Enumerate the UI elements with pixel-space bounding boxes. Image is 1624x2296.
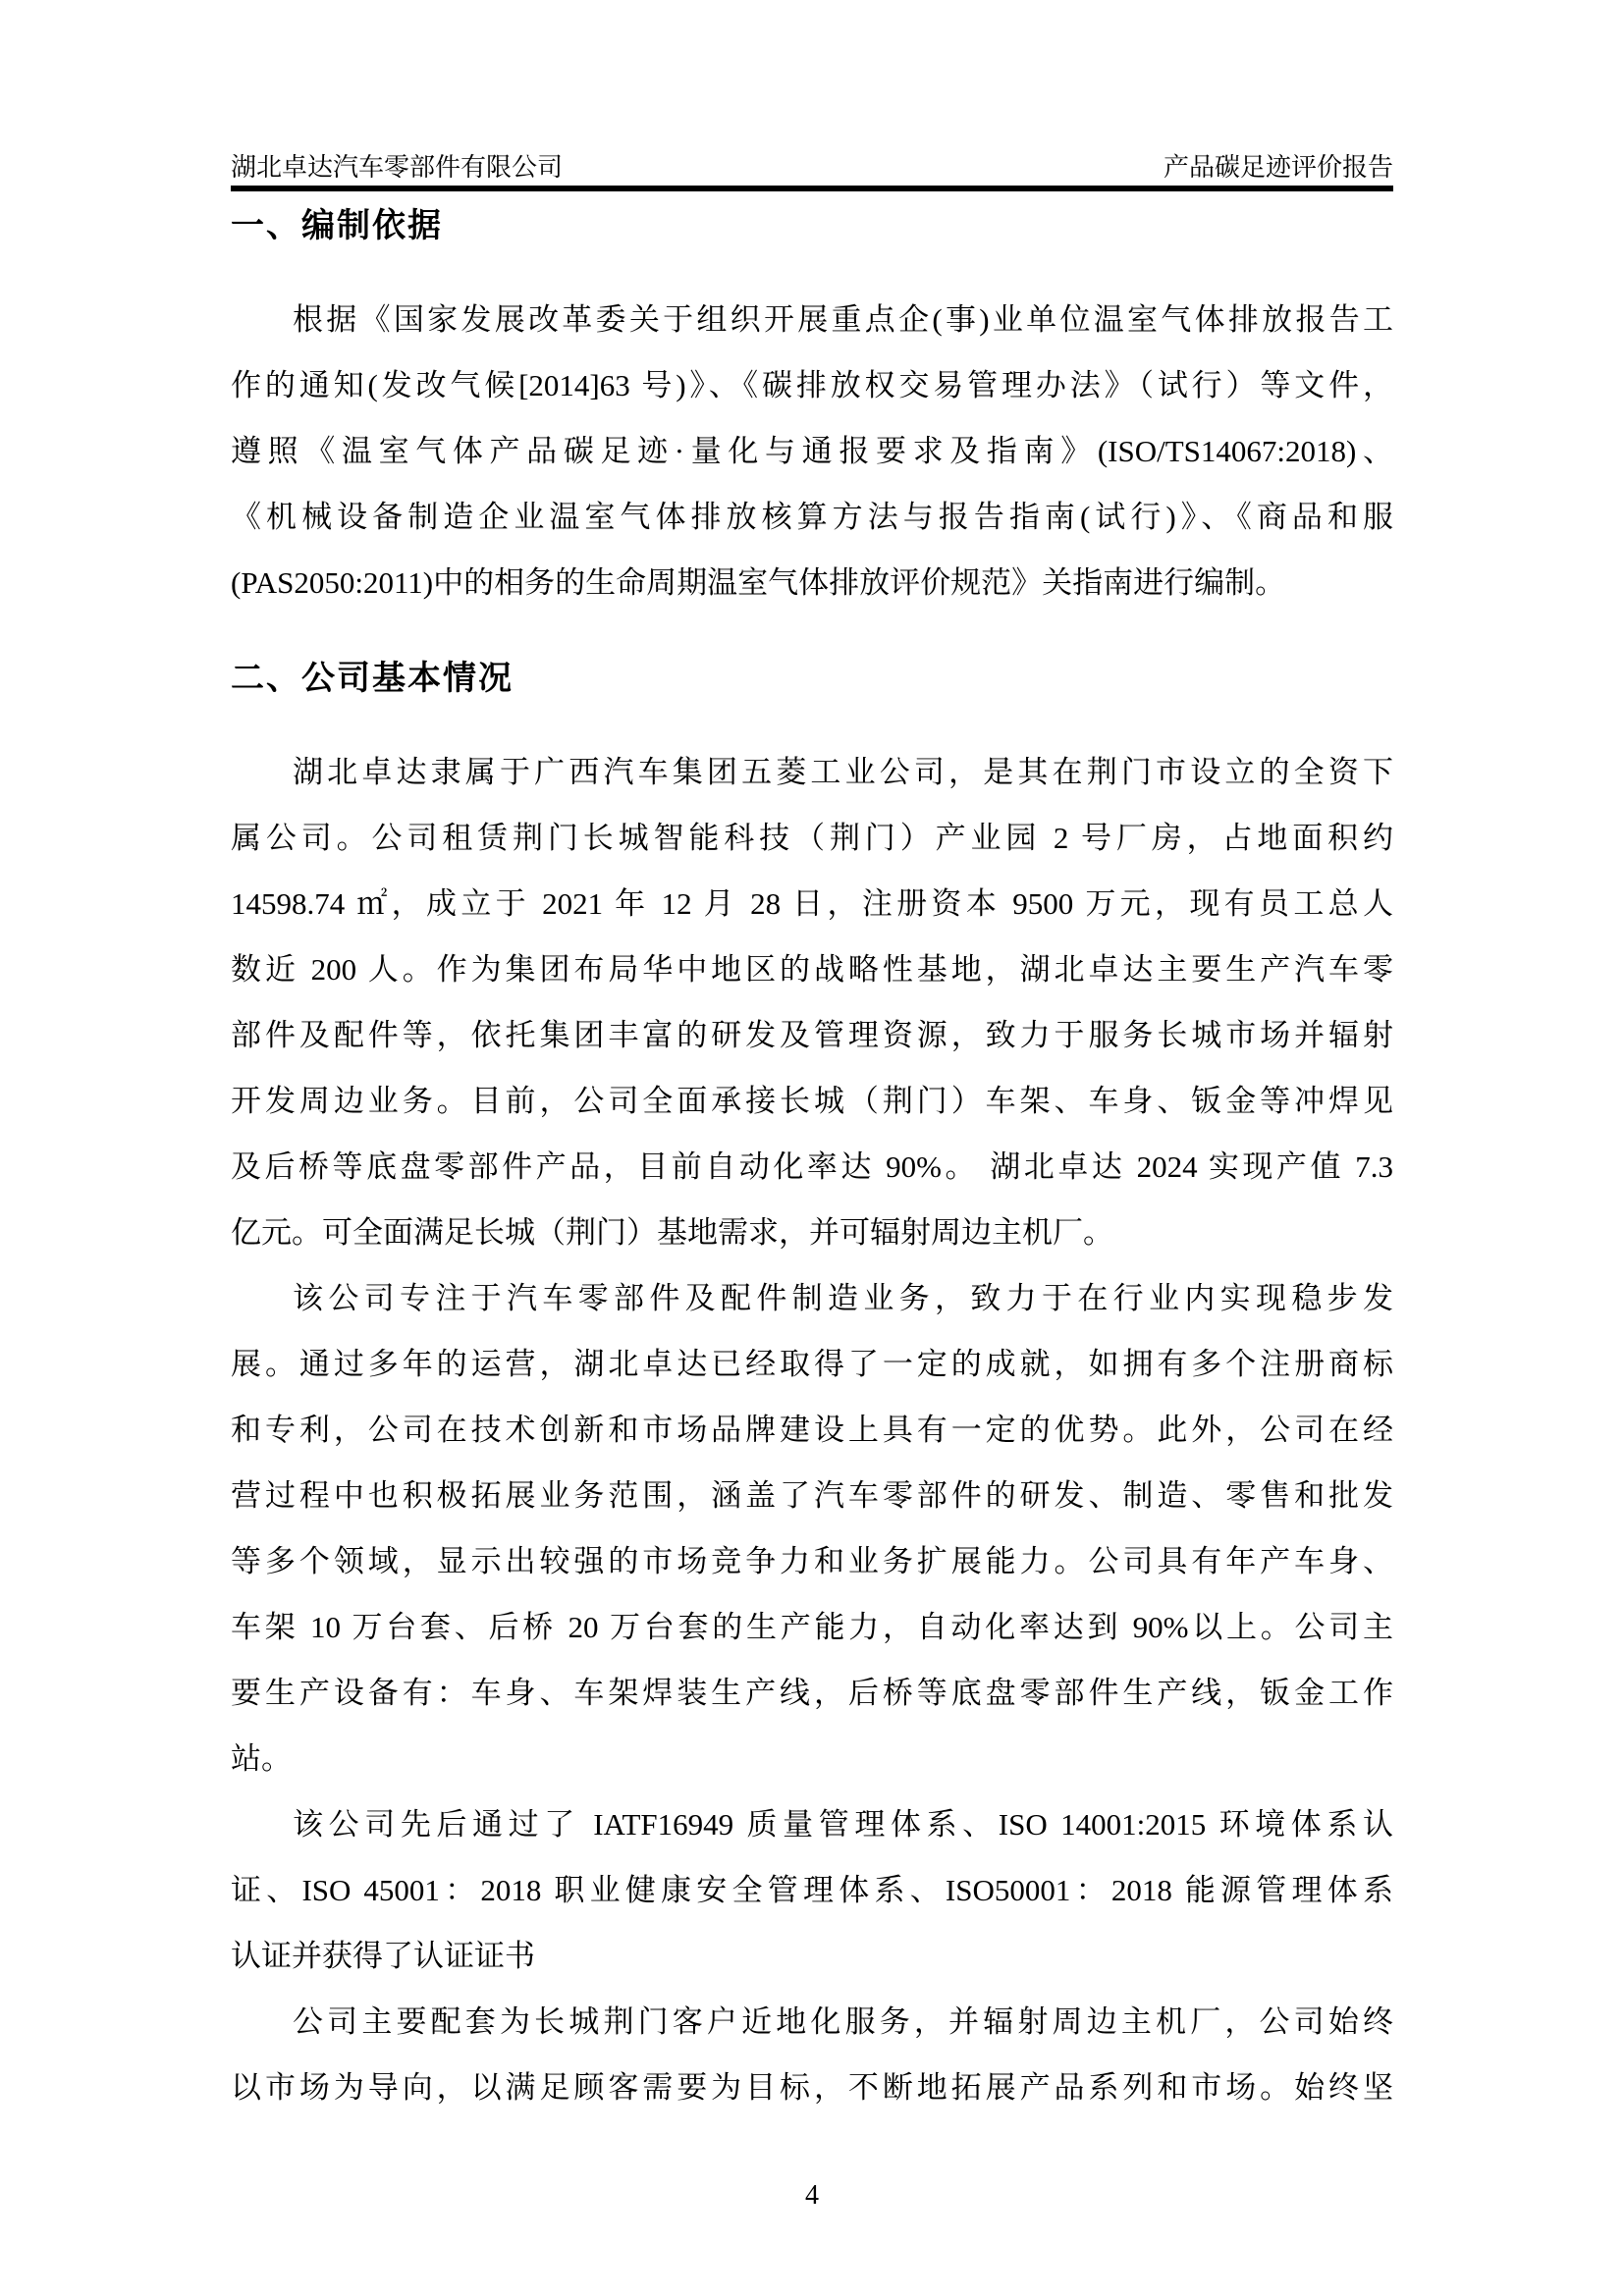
text-line: 属公司。公司租赁荆门长城智能科技（荆门）产业园 2 号厂房，占地面积约	[231, 821, 1393, 855]
paragraph	[231, 1791, 1393, 1989]
document-body	[231, 202, 1393, 2120]
page-header	[231, 145, 1393, 185]
header-company-name: 湖北卓达汽车零部件有限公司	[231, 153, 564, 182]
text-line: 要生产设备有：车身、车架焊装生产线，后桥等底盘零部件生产线，钣金工作	[231, 1676, 1393, 1710]
text-line: 湖北卓达隶属于广西汽车集团五菱工业公司，是其在荆门市设立的全资下	[293, 755, 1393, 789]
text-line: 以市场为导向，以满足顾客需要为目标，不断地拓展产品系列和市场。始终坚	[231, 2070, 1393, 2105]
text-line: 《机械设备制造企业温室气体排放核算方法与报告指南(试行)》、《商品和服	[231, 500, 1393, 534]
text-line: 数近 200 人。作为集团布局华中地区的战略性基地，湖北卓达主要生产汽车零	[231, 952, 1393, 987]
text-line: 站。	[231, 1741, 292, 1776]
paragraph	[231, 1265, 1393, 1791]
text-line: (PAS2050:2011)中的相务的生命周期温室气体排放评价规范》关指南进行编制。	[231, 565, 1286, 600]
text-line: 证、ISO 45001：2018 职业健康安全管理体系、ISO50001：2018 能源管理体系	[231, 1873, 1393, 1907]
text-line: 该公司先后通过了 IATF16949 质量管理体系、ISO 14001:2015 环境体系认	[293, 1807, 1393, 1842]
header-report-title: 产品碳足迹评价报告	[1163, 153, 1393, 182]
text-line: 车架 10 万台套、后桥 20 万台套的生产能力，自动化率达到 90%以上。公司主	[231, 1610, 1393, 1644]
page-number: 4	[805, 2180, 819, 2211]
text-line: 认证并获得了认证证书	[231, 1939, 535, 1973]
text-line: 根据《国家发展改革委关于组织开展重点企(事)业单位温室气体排放报告工	[293, 302, 1393, 337]
text-line: 14598.74 ㎡，成立于 2021 年 12 月 28 日，注册资本 9500 万元，现有员工总人	[231, 886, 1393, 921]
text-line: 该公司专注于汽车零部件及配件制造业务，致力于在行业内实现稳步发	[293, 1281, 1393, 1315]
text-line: 营过程中也积极拓展业务范围，涵盖了汽车零部件的研发、制造、零售和批发	[231, 1478, 1393, 1513]
text-line: 遵照《温室气体产品碳足迹·量化与通报要求及指南》(ISO/TS14067:2018)、	[231, 434, 1393, 468]
text-line: 作的通知(发改气候[2014]63 号)》、《碳排放权交易管理办法》（试行）等文件，	[231, 368, 1393, 402]
header-rule	[231, 186, 1393, 191]
text-line: 开发周边业务。目前，公司全面承接长城（荆门）车架、车身、钣金等冲焊见	[231, 1084, 1393, 1118]
text-line: 亿元。可全面满足长城（荆门）基地需求，并可辐射周边主机厂。	[231, 1215, 1113, 1250]
text-line: 部件及配件等，依托集团丰富的研发及管理资源，致力于服务长城市场并辐射	[231, 1018, 1393, 1052]
text-line: 等多个领域，显示出较强的市场竞争力和业务扩展能力。公司具有年产车身、	[231, 1544, 1393, 1578]
text-line: 公司主要配套为长城荆门客户近地化服务，并辐射周边主机厂，公司始终	[293, 2004, 1393, 2039]
section-heading: 一、编制依据	[231, 207, 443, 244]
paragraph	[231, 1989, 1393, 2120]
text-line: 和专利，公司在技术创新和市场品牌建设上具有一定的优势。此外，公司在经	[231, 1413, 1393, 1447]
section-heading: 二、公司基本情况	[231, 660, 514, 697]
text-line: 展。通过多年的运营，湖北卓达已经取得了一定的成就，如拥有多个注册商标	[231, 1347, 1393, 1381]
text-line: 及后桥等底盘零部件产品，目前自动化率达 90%。 湖北卓达 2024 实现产值 7.3	[231, 1149, 1393, 1184]
paragraph	[231, 739, 1393, 1265]
paragraph	[231, 287, 1393, 615]
